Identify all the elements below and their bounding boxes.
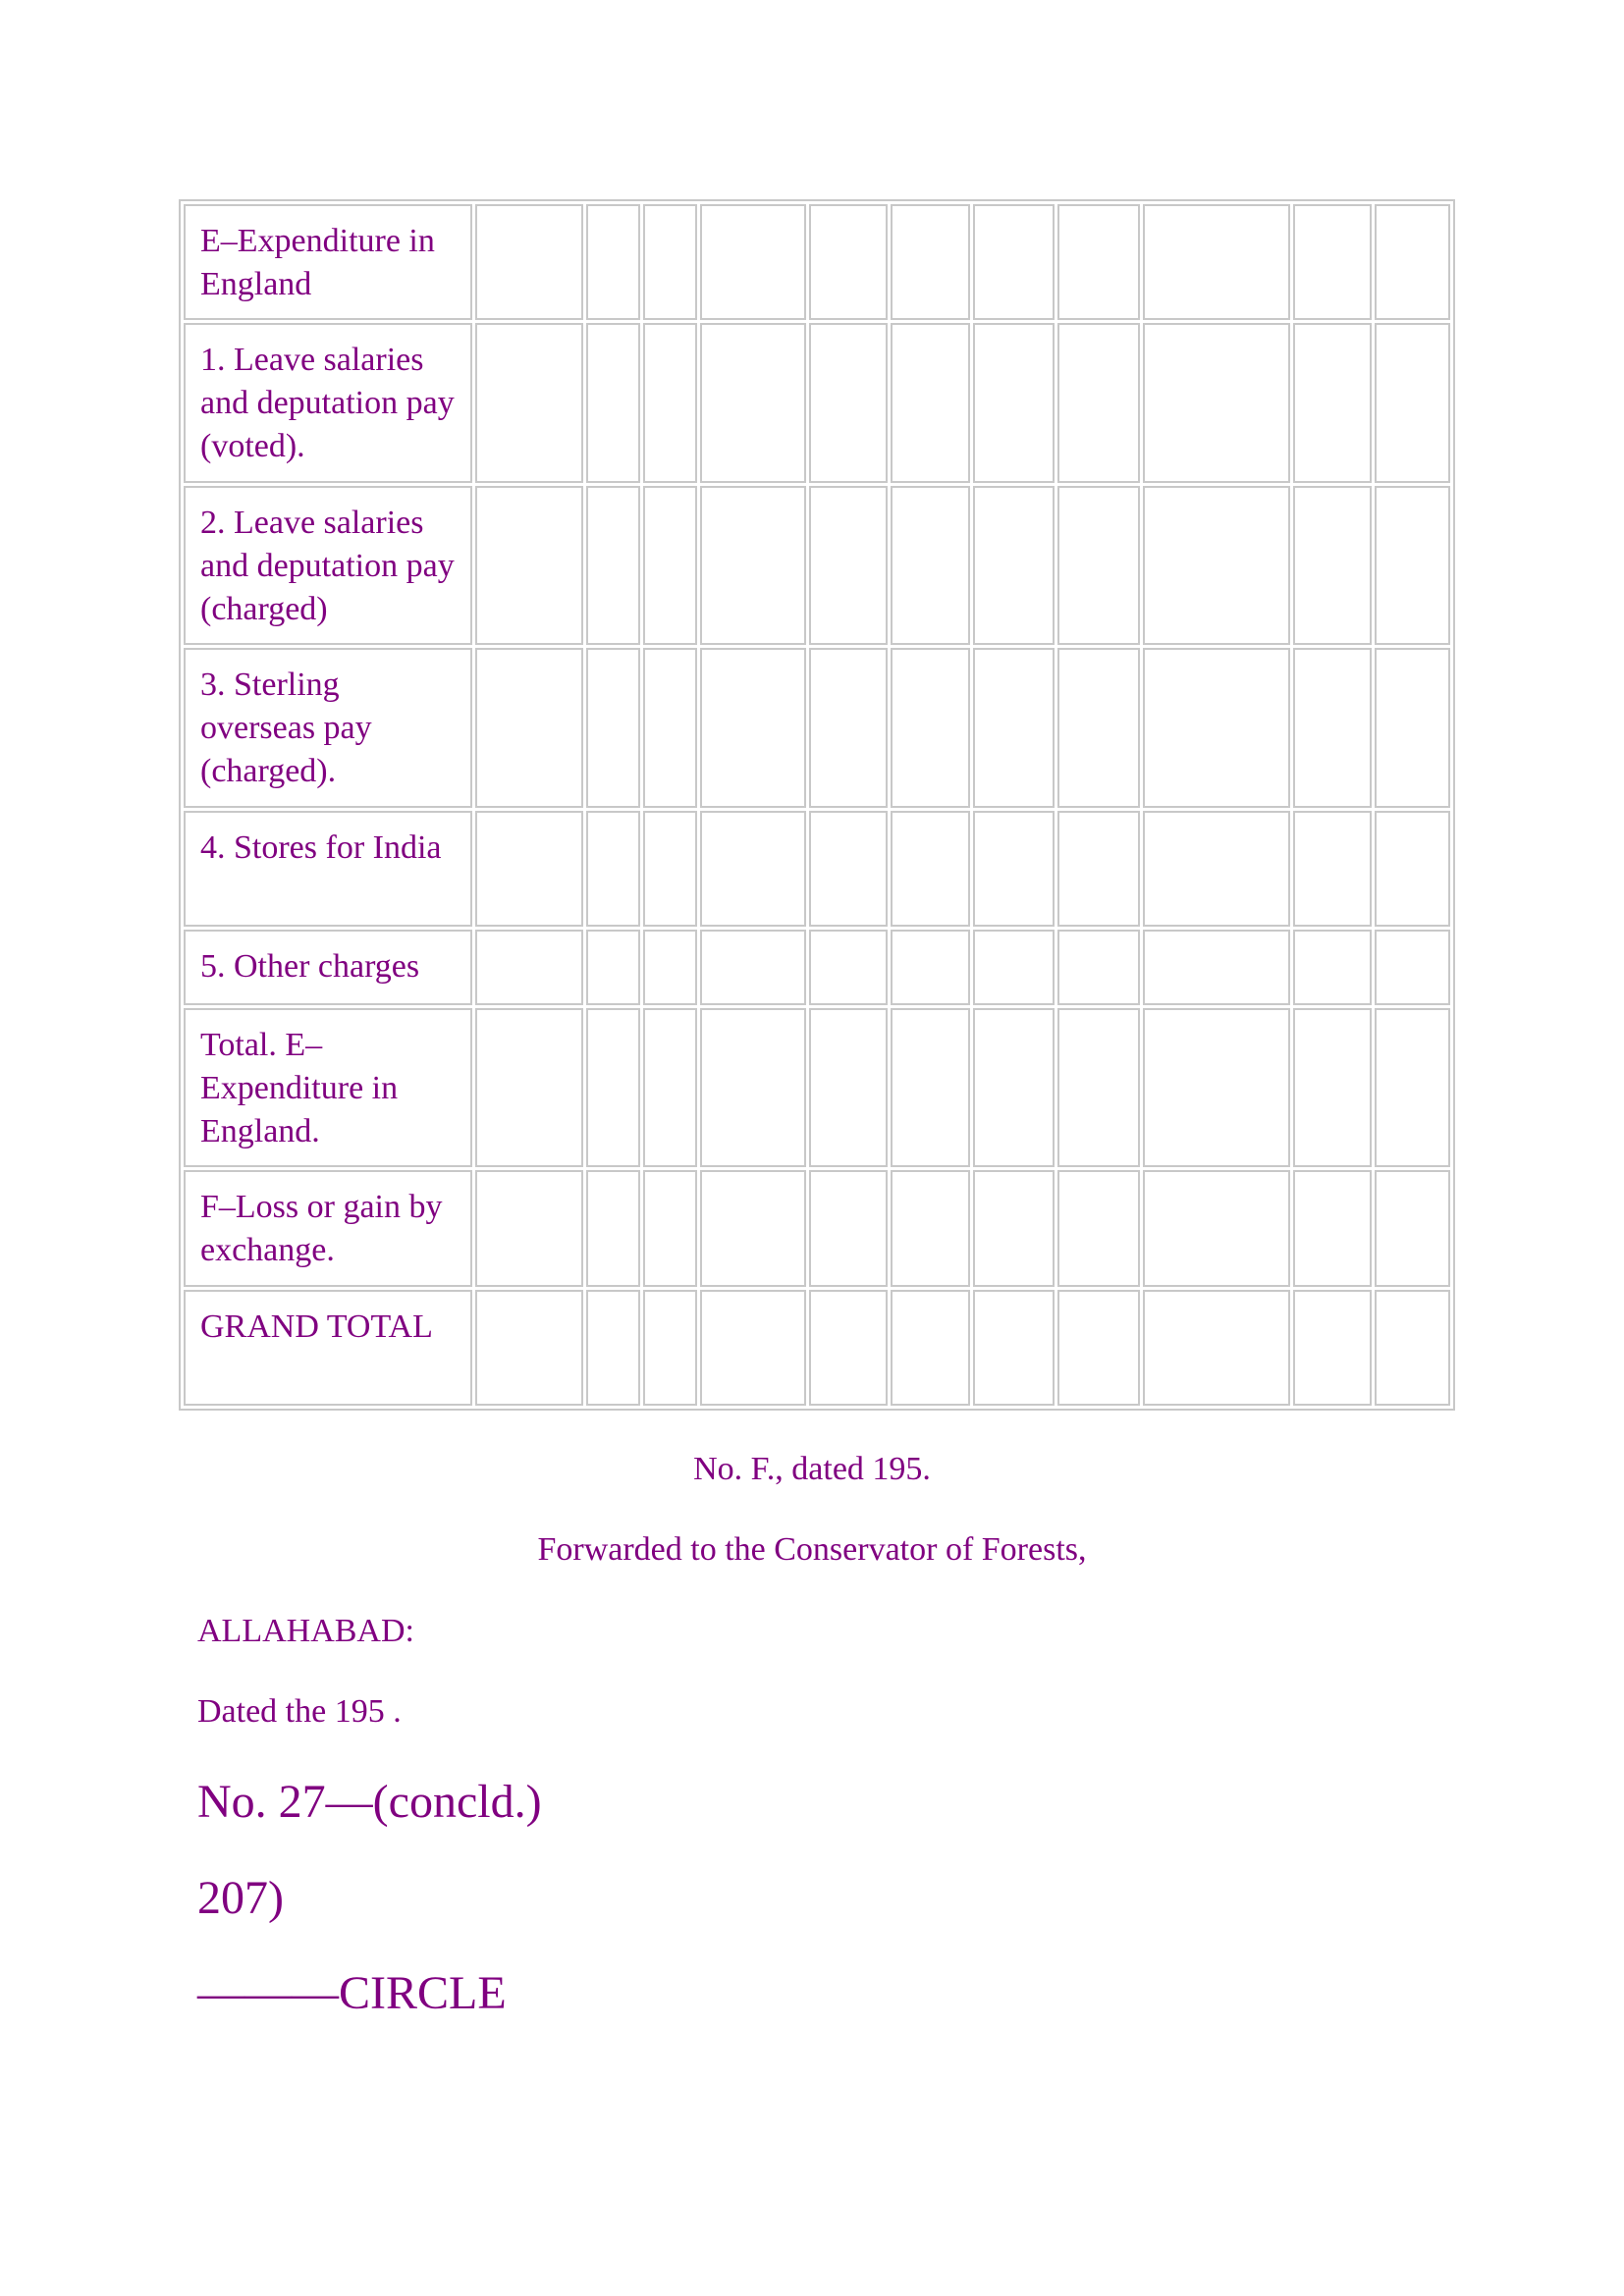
blank-cell	[973, 811, 1055, 927]
blank-cell	[891, 930, 969, 1004]
blank-cell	[1143, 1170, 1290, 1286]
blank-cell	[475, 204, 583, 320]
row-label: 5. Other charges	[184, 930, 472, 1004]
blank-cell	[809, 1290, 888, 1406]
blank-cell	[1057, 811, 1140, 927]
blank-cell	[1375, 811, 1450, 927]
expenditure-table-body	[184, 204, 1450, 1406]
blank-cell	[700, 1170, 806, 1286]
blank-cell	[586, 204, 640, 320]
blank-cell	[891, 648, 969, 808]
blank-cell	[1293, 204, 1372, 320]
blank-cell	[1375, 1170, 1450, 1286]
blank-cell	[1143, 204, 1290, 320]
blank-cell	[700, 1008, 806, 1168]
forwarded-line: Forwarded to the Conservator of Forests,	[537, 1531, 1087, 1568]
blank-cell	[1293, 323, 1372, 483]
table-row	[184, 1170, 1450, 1286]
blank-cell	[700, 323, 806, 483]
blank-cell	[586, 486, 640, 646]
blank-cell	[809, 930, 888, 1004]
row-label: Total. E–Expenditure in England.	[184, 1008, 472, 1168]
blank-cell	[973, 1008, 1055, 1168]
circle-heading: ———CIRCLE	[197, 1967, 507, 2019]
blank-cell	[475, 811, 583, 927]
blank-cell	[973, 486, 1055, 646]
blank-cell	[475, 930, 583, 1004]
blank-cell	[700, 930, 806, 1004]
blank-cell	[586, 811, 640, 927]
blank-cell	[643, 1008, 697, 1168]
table-row	[184, 204, 1450, 320]
blank-cell	[1143, 486, 1290, 646]
blank-cell	[700, 811, 806, 927]
blank-cell	[475, 1170, 583, 1286]
blank-cell	[700, 486, 806, 646]
blank-cell	[700, 1290, 806, 1406]
expenditure-table	[179, 199, 1455, 1411]
blank-cell	[1293, 648, 1372, 808]
blank-cell	[809, 323, 888, 483]
row-label: E–Expenditure in England	[184, 204, 472, 320]
blank-cell	[1375, 1290, 1450, 1406]
blank-cell	[586, 323, 640, 483]
blank-cell	[643, 486, 697, 646]
blank-cell	[1143, 1008, 1290, 1168]
blank-cell	[1375, 486, 1450, 646]
blank-cell	[643, 1290, 697, 1406]
blank-cell	[1057, 930, 1140, 1004]
blank-cell	[475, 1290, 583, 1406]
dated-line: Dated the 195 .	[197, 1693, 402, 1730]
table-row	[184, 1290, 1450, 1406]
blank-cell	[1293, 1008, 1372, 1168]
row-label: 1. Leave salaries and deputation pay (voted).	[184, 323, 472, 483]
blank-cell	[809, 648, 888, 808]
blank-cell	[891, 1290, 969, 1406]
blank-cell	[973, 648, 1055, 808]
blank-cell	[1057, 486, 1140, 646]
blank-cell	[809, 1008, 888, 1168]
blank-cell	[1057, 204, 1140, 320]
table-row	[184, 1008, 1450, 1168]
blank-cell	[891, 1170, 969, 1286]
blank-cell	[1293, 486, 1372, 646]
blank-cell	[809, 204, 888, 320]
blank-cell	[809, 811, 888, 927]
blank-cell	[643, 811, 697, 927]
blank-cell	[1143, 323, 1290, 483]
blank-cell	[1375, 930, 1450, 1004]
blank-cell	[586, 1290, 640, 1406]
table-row	[184, 648, 1450, 808]
blank-cell	[475, 486, 583, 646]
blank-cell	[1375, 323, 1450, 483]
table-row	[184, 930, 1450, 1004]
blank-cell	[700, 648, 806, 808]
blank-cell	[1375, 204, 1450, 320]
blank-cell	[586, 1170, 640, 1286]
blank-cell	[586, 930, 640, 1004]
blank-cell	[1057, 648, 1140, 808]
table-row	[184, 811, 1450, 927]
blank-cell	[973, 204, 1055, 320]
blank-cell	[891, 1008, 969, 1168]
table-row	[184, 486, 1450, 646]
blank-cell	[973, 323, 1055, 483]
blank-cell	[973, 1290, 1055, 1406]
place-line: ALLAHABAD:	[197, 1613, 414, 1649]
blank-cell	[643, 204, 697, 320]
blank-cell	[1293, 930, 1372, 1004]
page-reference: 207)	[197, 1872, 284, 1924]
blank-cell	[973, 930, 1055, 1004]
blank-cell	[475, 1008, 583, 1168]
blank-cell	[891, 486, 969, 646]
blank-cell	[643, 1170, 697, 1286]
blank-cell	[891, 204, 969, 320]
blank-cell	[1143, 648, 1290, 808]
row-label: GRAND TOTAL	[184, 1290, 472, 1406]
blank-cell	[1293, 1170, 1372, 1286]
blank-cell	[1057, 1008, 1140, 1168]
blank-cell	[1057, 1290, 1140, 1406]
blank-cell	[1293, 1290, 1372, 1406]
blank-cell	[1057, 1170, 1140, 1286]
row-label: 4. Stores for India	[184, 811, 472, 927]
letter-number-line: No. F., dated 195.	[693, 1451, 931, 1487]
blank-cell	[891, 811, 969, 927]
blank-cell	[1143, 930, 1290, 1004]
blank-cell	[1057, 323, 1140, 483]
blank-cell	[1143, 811, 1290, 927]
blank-cell	[1143, 1290, 1290, 1406]
blank-cell	[643, 648, 697, 808]
blank-cell	[586, 648, 640, 808]
row-label: 2. Leave salaries and deputation pay (charged)	[184, 486, 472, 646]
blank-cell	[891, 323, 969, 483]
blank-cell	[475, 648, 583, 808]
row-label: 3. Sterling overseas pay (charged).	[184, 648, 472, 808]
blank-cell	[1293, 811, 1372, 927]
form-number-heading: No. 27—(concld.)	[197, 1776, 542, 1828]
blank-cell	[586, 1008, 640, 1168]
blank-cell	[643, 930, 697, 1004]
blank-cell	[1375, 648, 1450, 808]
blank-cell	[475, 323, 583, 483]
blank-cell	[973, 1170, 1055, 1286]
blank-cell	[700, 204, 806, 320]
row-label: F–Loss or gain by exchange.	[184, 1170, 472, 1286]
blank-cell	[809, 1170, 888, 1286]
table-row	[184, 323, 1450, 483]
blank-cell	[1375, 1008, 1450, 1168]
blank-cell	[643, 323, 697, 483]
blank-cell	[809, 486, 888, 646]
